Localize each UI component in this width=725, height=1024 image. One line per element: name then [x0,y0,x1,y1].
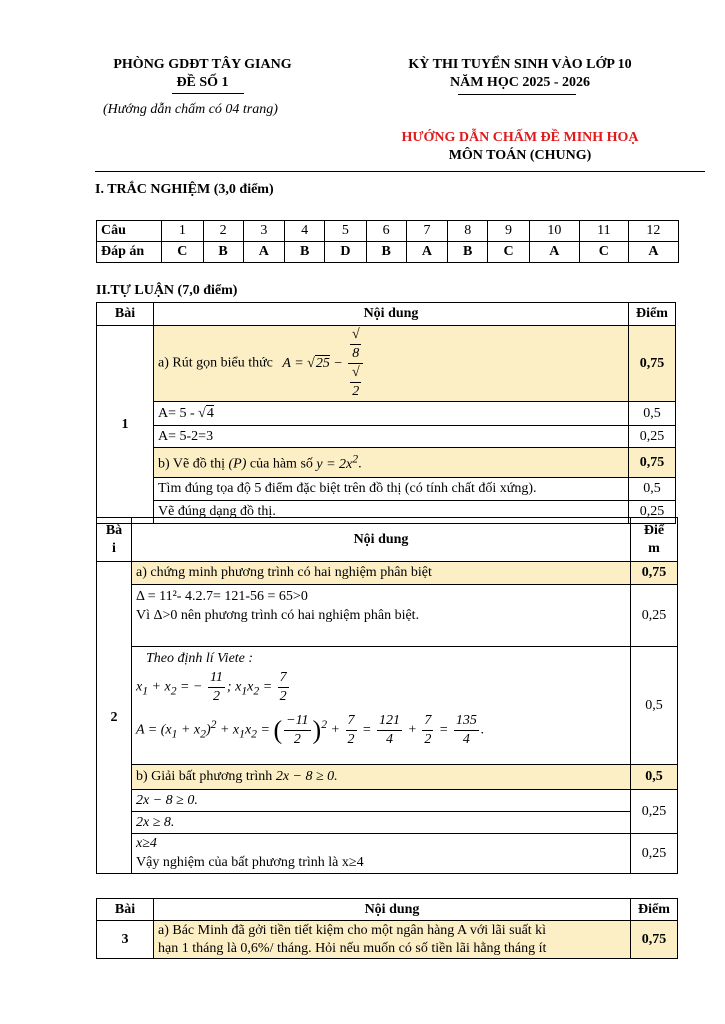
bai2-table [96,517,678,874]
bai2-b-row [97,765,678,790]
bai1-a-score: 0,75 [629,326,676,402]
header-code: ĐỀ SỐ 1 [176,75,229,90]
bai2-delta-text: = 11²- 4.2.7= 121-56 = 65>0 [147,589,308,604]
mcq-answer-row [97,242,679,263]
col-bai-part1: Bà [105,522,123,538]
bai1-b-text: b) Vẽ đồ thị [158,456,226,472]
mcq-table [96,220,679,263]
mcq-a: A [243,242,285,263]
bai1-r4-content: Vẽ đúng dạng đồ thị. [154,501,629,524]
mcq-q: 1 [162,221,204,242]
section2-heading: II.TỰ LUẬN (7,0 điểm) [96,283,238,298]
mcq-a: B [366,242,406,263]
bai2-s3: x≥4 [132,834,631,854]
bai2-b-inequality: 2x − 8 ≥ 0. [275,769,338,784]
bai1-r4-score: 0,25 [629,501,676,524]
bai1-r2-content: A= 5-2=3 [154,426,629,448]
bai1-r1-row [97,402,676,426]
bai1-r2-row [97,426,676,448]
mcq-label-question: Câu [97,221,162,242]
bai1-r1-score: 0,5 [629,402,676,426]
mcq-q: 11 [579,221,628,242]
bai2-delta-row [97,585,678,647]
mcq-a: A [406,242,448,263]
bai1-b-row [97,448,676,478]
bai3-a-line1: a) Bác Minh đã gởi tiền tiết kiệm cho một ngân hàng A với lãi suất kì [158,922,547,938]
bai2-s1-row [97,790,678,812]
mcq-q: 6 [366,221,406,242]
mcq-q: 3 [243,221,285,242]
bai2-header-row [97,518,678,562]
bai1-table [96,302,676,524]
mcq-a: D [325,242,367,263]
doc-subject: MÔN TOÁN (CHUNG) [448,148,592,163]
bai3-a-row [97,921,678,959]
col-bai: Bài [97,899,154,921]
bai2-number: 2 [97,562,132,874]
mcq-a: A [529,242,579,263]
bai2-s4: Vậy nghiệm của bất phương trình là x≥4 [132,854,631,874]
bai2-viete-formula1: $x_1 + x_2$ = − $\frac{11}{2}$ ; $x_1x_2$ = $\frac{7}{2}$ [136,670,287,704]
bai1-r3-row [97,478,676,501]
bai1-b-function: $y = 2x^2$ [316,452,359,472]
bai2-viete-title: Theo định lí Viete : [146,651,254,666]
bai2-b-score: 0,5 [631,765,678,790]
bai2-delta-line2: Vì Δ>0 nên phương trình có hai nghiệm phân biệt. [136,608,420,623]
col-content: Nội dung [154,303,629,326]
bai3-header-row [97,899,678,921]
col-score: Điểm [631,899,678,921]
bai2-s4-row [97,854,678,874]
bai2-s3-row [97,834,678,854]
bai2-viete-score: 0,5 [631,647,678,765]
bai1-a-formula: A = √25 − √ 8 √ 2 [282,356,365,371]
bai2-viete-formula2: $A = (x_1 + x_2)^2 + x_1x_2$ = ( $\frac{-11}{2}$ )$^2$ + $\frac{7}{2}$ = $\frac{121}{4}$ + $\frac{7}{2}$ = $\frac{135}{4}$ . [136,713,485,747]
header-note: (Hướng dẫn chấm có 04 trang) [103,102,278,117]
bai1-r1-text: A= 5 - [158,405,195,421]
bai1-number: 1 [97,326,154,524]
col-bai [97,518,132,562]
mcq-q: 12 [628,221,678,242]
header-org: PHÒNG GDĐT TÂY GIANG [113,57,292,72]
bai2-a-content: a) chứng minh phương trình có hai nghiệm phân biệt [132,562,631,585]
header-divider [95,171,705,172]
bai2-viete-content [132,647,631,765]
col-score-part1: Điể [643,522,665,538]
bai1-b-score: 0,75 [629,448,676,478]
bai3-a-score: 0,75 [631,921,678,959]
col-content: Nội dung [154,899,631,921]
mcq-q: 8 [448,221,488,242]
bai2-s2-row [97,812,678,834]
col-bai: Bài [97,303,154,326]
bai1-b-graph-name: (P) [228,456,247,472]
bai2-b-content [132,765,631,790]
bai1-a-content [154,326,629,402]
mcq-q: 4 [285,221,325,242]
mcq-q: 2 [203,221,243,242]
bai2-s34-score: 0,25 [631,834,678,874]
bai2-s12-score: 0,25 [631,790,678,834]
bai1-r3-content: Tìm đúng tọa độ 5 điểm đặc biệt trên đồ thị (có tính chất đối xứng). [154,478,629,501]
bai3-a-line2: hạn 1 tháng là 0,6%/ tháng. Hỏi nếu muốn có số tiền lãi hằng tháng ít [158,940,547,956]
mcq-a: C [488,242,530,263]
bai3-a-content [154,921,631,959]
col-score [631,518,678,562]
bai2-a-score: 0,75 [631,562,678,585]
bai2-delta-line1: Δ = 11²- 4.2.7= 121-56 = 65>0 [136,589,308,604]
bai2-s1: 2x − 8 ≥ 0. [132,790,631,812]
bai3-table [96,898,678,959]
header-year-underline [458,94,576,95]
mcq-a: A [628,242,678,263]
mcq-a: B [285,242,325,263]
mcq-a: C [162,242,204,263]
bai1-a-text: a) Rút gọn biểu thức [158,355,273,371]
mcq-a: B [203,242,243,263]
header-year: NĂM HỌC 2025 - 2026 [450,75,590,90]
bai2-b-text: b) Giải bất phương trình [136,769,273,784]
mcq-q: 5 [325,221,367,242]
bai2-a-row [97,562,678,585]
mcq-question-row [97,221,679,242]
mcq-q: 7 [406,221,448,242]
bai1-header-row [97,303,676,326]
bai1-r1-content: A= 5 - √4 [154,402,629,426]
bai3-number: 3 [97,921,154,959]
col-bai-part2: i [112,540,116,556]
bai1-r2-score: 0,25 [629,426,676,448]
col-score: Điểm [629,303,676,326]
mcq-q: 9 [488,221,530,242]
mcq-a: B [448,242,488,263]
bai2-viete-row [97,647,678,765]
mcq-q: 10 [529,221,579,242]
header-exam: KỲ THI TUYỂN SINH VÀO LỚP 10 [408,57,632,72]
mcq-label-answer: Đáp án [97,242,162,263]
bai1-r3-score: 0,5 [629,478,676,501]
bai1-b-content: b) Vẽ đồ thị (P) của hàm số $y = 2x^2$. [154,448,629,478]
bai2-delta-score: 0,25 [631,585,678,647]
col-score-part2: m [648,540,660,556]
col-content: Nội dung [132,518,631,562]
bai1-a-row [97,326,676,402]
section1-heading: I. TRẮC NGHIỆM (3,0 điểm) [95,182,274,197]
mcq-a: C [579,242,628,263]
doc-title: HƯỚNG DẪN CHẤM ĐỀ MINH HOẠ [401,130,639,145]
bai1-b-text2: của hàm số [249,456,313,472]
header-code-underline [172,93,244,94]
bai2-delta-content [132,585,631,647]
bai2-s2: 2x ≥ 8. [132,812,631,834]
